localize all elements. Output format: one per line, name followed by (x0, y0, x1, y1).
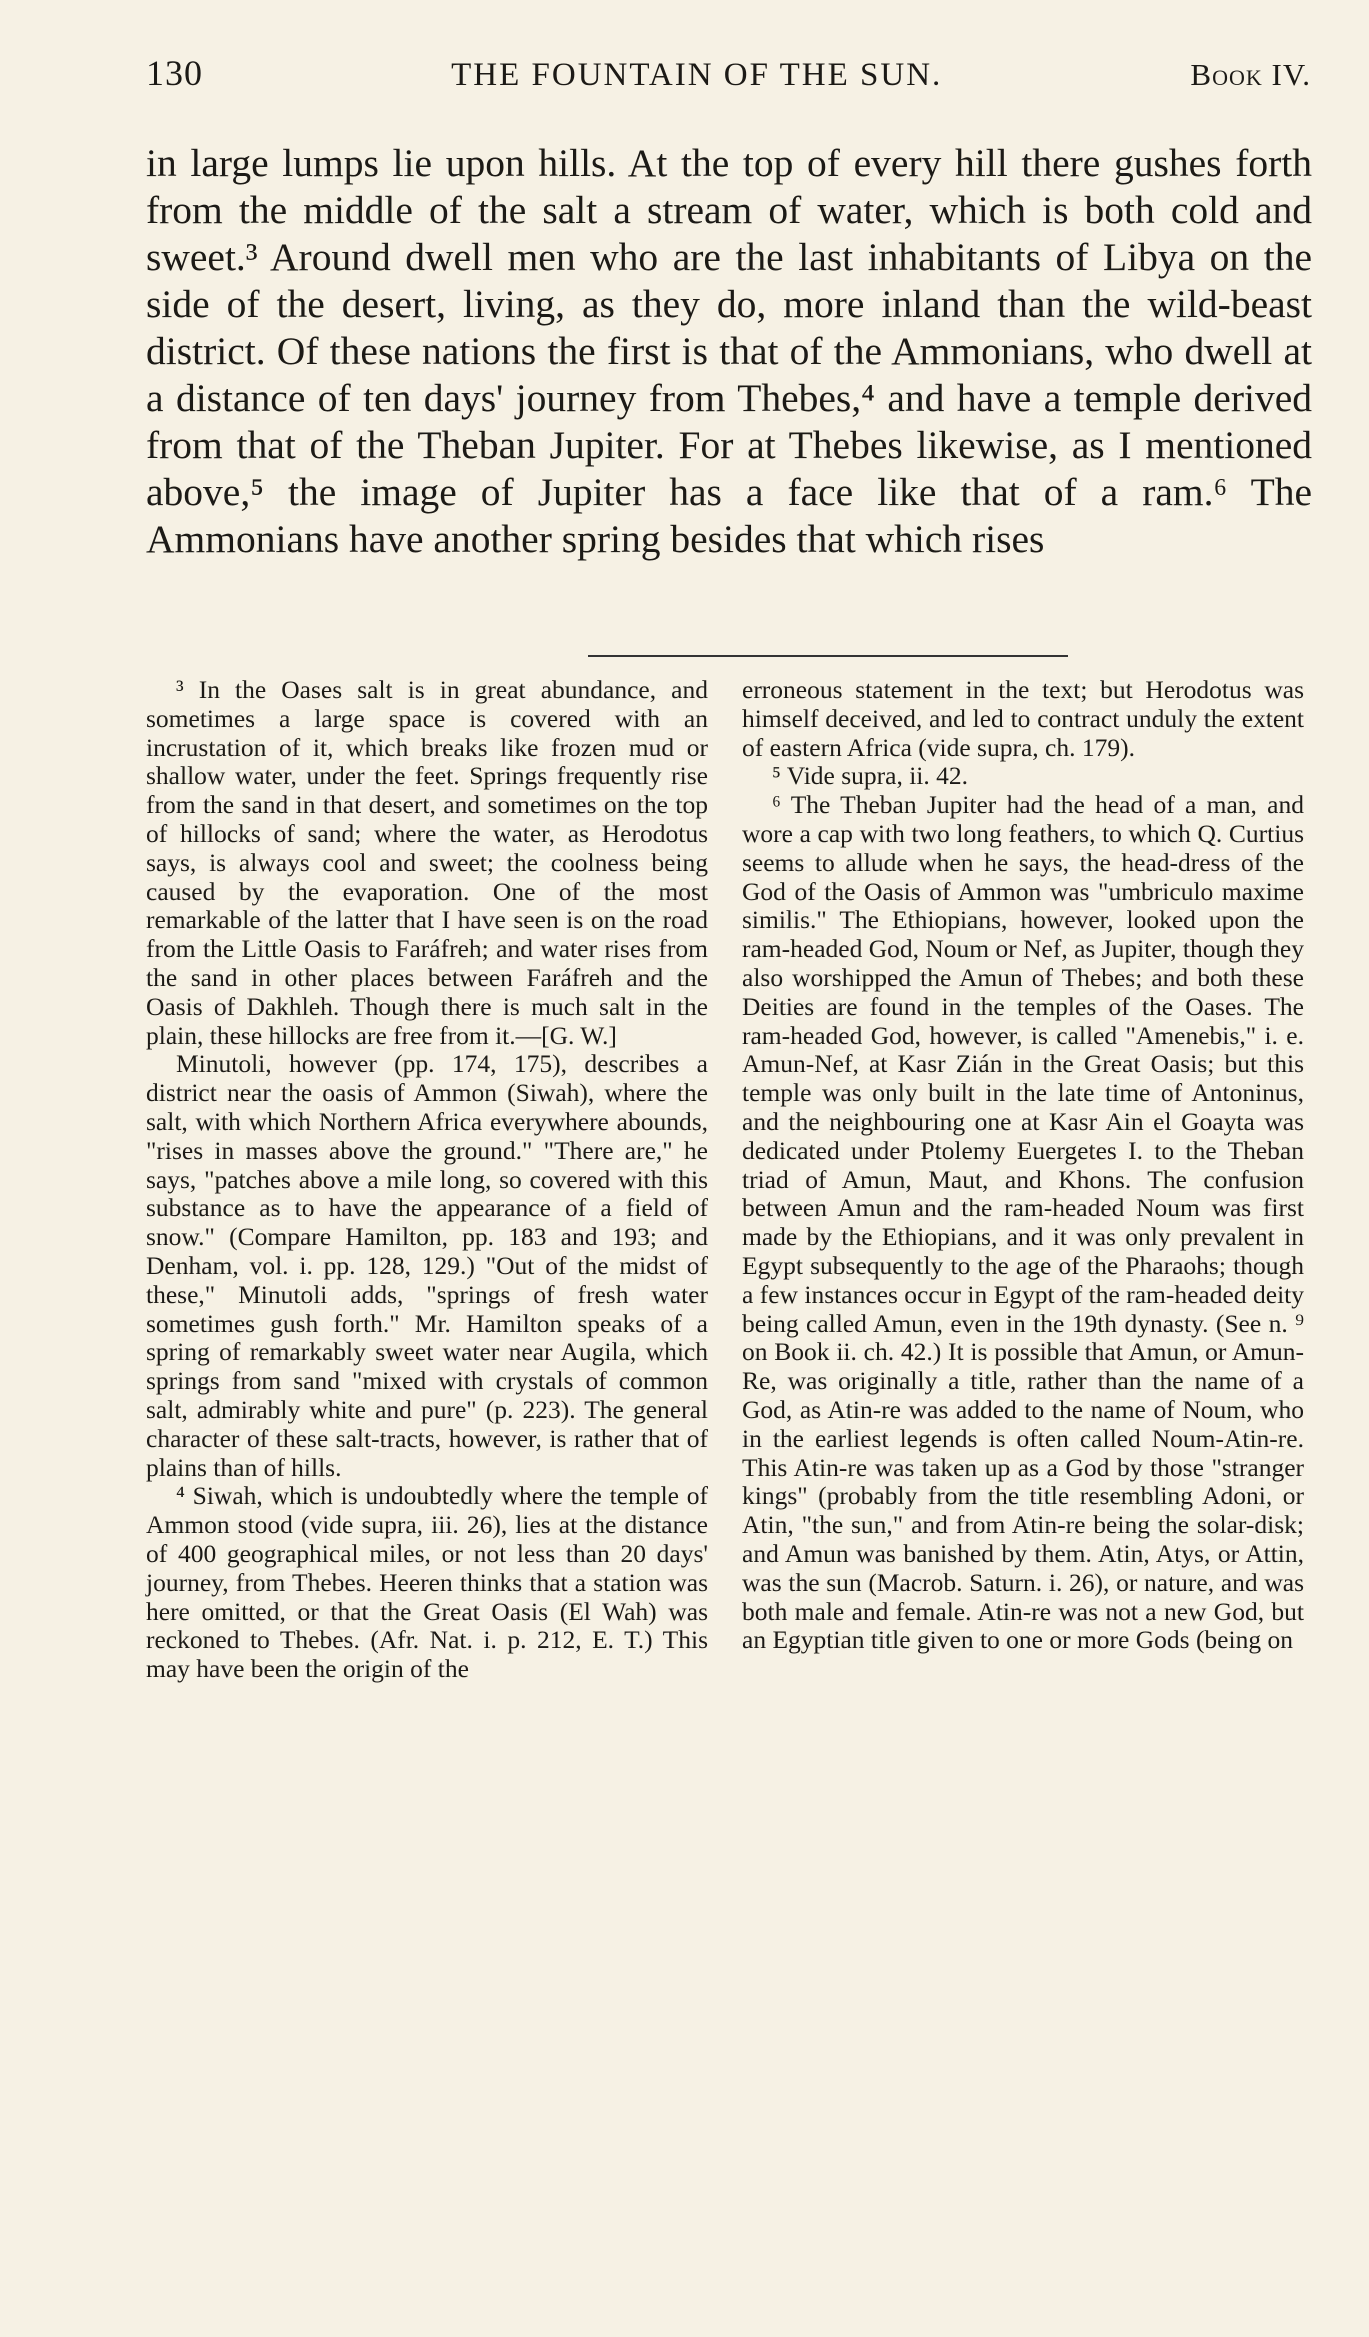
book-label: Book IV. (1190, 57, 1311, 92)
footnote-3-continued: Minutoli, however (pp. 174, 175), describes a district near the oasis of Ammon (Siwah), where the salt, with which Northern Africa everywhere abounds, "rises in masses above the ground." "There are," he says, "patches above a mile long, so covered with this substance as to have the appearance of a field of snow." (Compare Hamilton, pp. 183 and 193; and Denham, vol. i. pp. 128, 129.) "Out of the midst of these," Minutoli adds, "springs of fresh water sometimes gush forth." Mr. Hamilton speaks of a spring of remarkably sweet water near Augila, which springs from sand "mixed with crystals of common salt, admirably white and pure" (p. 223). The general character of these salt-tracts, however, is rather that of plains than of hills. (146, 1049, 708, 1482)
footnote-6: ⁶ The Theban Jupiter had the head of a man, and wore a cap with two long feathers, to which Q. Curtius seems to allude when he says, the head-dress of the God of the Oasis of Ammon was "umbriculo maxime similis." The Ethiopians, however, looked upon the ram-headed God, Noum or Nef, as Jupiter, though they also worshipped the Amun of Thebes; and both these Deities are found in the temples of the Oases. The ram-headed God, however, is called "Amenebis," i. e. Amun-Nef, at Kasr Zián in the Great Oasis; but this temple was only built in the late time of Antoninus, and the neighbouring one at Kasr Ain el Goayta was dedicated under Ptolemy Euergetes I. to the Theban triad of Amun, Maut, and Khons. The confusion between Amun and the ram-headed Noum was first made by the Ethiopians, and it was only prevalent in Egypt subsequently to the age of the Pharaohs; though a few instances occur in Egypt of the ram-headed deity being called Amun, even in the 19th dynasty. (See n. ⁹ on Book ii. ch. 42.) It is possible that Amun, or Amun-Re, was originally a title, rather than the name of a God, as Atin-re was added to the name of Noum, who in the earliest legends is often called Noum-Atin-re. This Atin-re was taken up as a God by those "stranger kings" (probably from the title resembling Adoni, or Atin, "the sun," and from Atin-re being the solar-disk; and Amun was banished by them. Atin, Atys, or Attin, was the sun (Macrob. Saturn. i. 26), or nature, and was both male and female. Atin-re was not a new God, but an Egyptian title given to one or more Gods (being on (742, 790, 1304, 1655)
footnote-4-continued: erroneous statement in the text; but Herodotus was himself deceived, and led to contract unduly the extent of eastern Africa (vide supra, ch. 179). (742, 675, 1304, 762)
running-header (146, 52, 1311, 112)
footnotes-left-column (146, 676, 708, 1684)
footnotes-right-column (742, 676, 1304, 1655)
footnote-divider (588, 655, 1068, 657)
footnote-3: ³ In the Oases salt is in great abundance, and sometimes a large space is covered with an incrustation of it, which breaks like frozen mud or shallow water, under the feet. Springs frequently rise from the sand in that desert, and sometimes on the top of hillocks of sand; where the water, as Herodotus says, is always cool and sweet; the coolness being caused by the evaporation. One of the most remarkable of the latter that I have seen is on the road from the Little Oasis to Faráfreh; and water rises from the sand in other places between Faráfreh and the Oasis of Dakhleh. Though there is much salt in the plain, these hillocks are free from it.—[G. W.] (146, 675, 708, 1050)
page-number: 130 (146, 53, 203, 93)
footnote-5: ⁵ Vide supra, ii. 42. (772, 761, 968, 791)
footnote-4: ⁴ Siwah, which is undoubtedly where the temple of Ammon stood (vide supra, iii. 26), lies at the distance of 400 geographical miles, or not less than 20 days' journey, from Thebes. Heeren thinks that a station was here omitted, or that the Great Oasis (El Wah) was reckoned to Thebes. (Afr. Nat. i. p. 212, E. T.) This may have been the origin of the (146, 1481, 708, 1684)
main-text: in large lumps lie upon hills. At the top of every hill there gushes forth from the middle of the salt a stream of water, which is both cold and sweet.³ Around dwell men who are the last inhabitants of Libya on the side of the desert, living, as they do, more inland than the wild-beast district. Of these nations the first is that of the Ammonians, who dwell at a distance of ten days' journey from Thebes,⁴ and have a temple derived from that of the Theban Jupiter. For at Thebes likewise, as I mentioned above,⁵ the image of Jupiter has a face like that of a ram.⁶ The Ammonians have another spring besides that which rises (146, 141, 1312, 561)
running-title: THE FOUNTAIN OF THE SUN. (451, 57, 943, 93)
